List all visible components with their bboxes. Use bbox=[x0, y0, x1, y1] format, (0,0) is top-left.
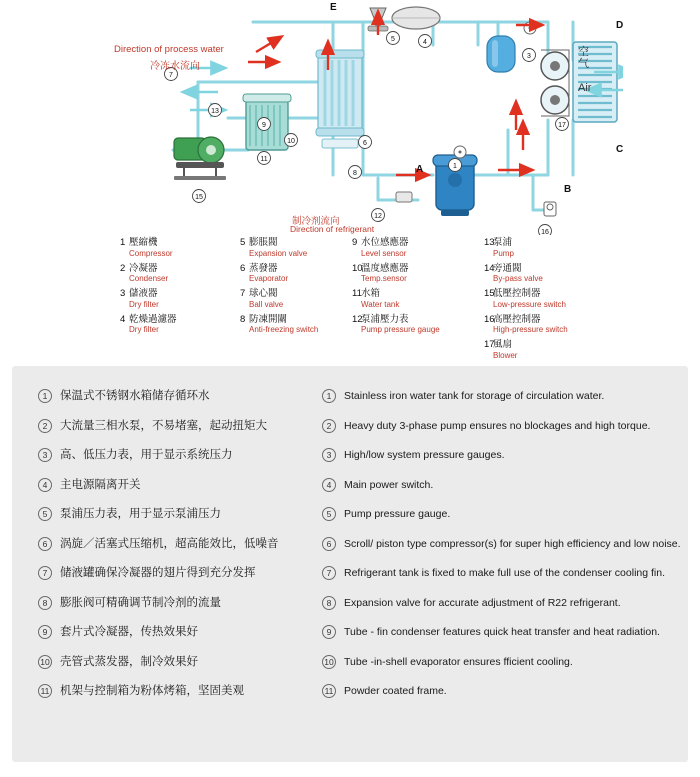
legend-label-cn: 乾燥過濾器 bbox=[129, 313, 177, 325]
svg-text:10: 10 bbox=[287, 138, 295, 145]
legend-item bbox=[484, 238, 568, 259]
legend-item bbox=[484, 340, 568, 361]
legend-number: 7 bbox=[240, 288, 246, 299]
legend-label-cn: 泵浦壓力表 bbox=[361, 313, 409, 325]
feature-item bbox=[322, 447, 682, 464]
feature-text: 主电源隔离开关 bbox=[60, 478, 141, 491]
legend-label-cn: 膨脹閥 bbox=[249, 237, 278, 248]
feature-text: 保温式不锈钢水箱储存循环水 bbox=[60, 390, 210, 402]
feature-text: 壳管式蒸发器，制冷效果好 bbox=[60, 655, 198, 668]
feature-item bbox=[38, 418, 318, 435]
legend-label-cn: 壓縮機 bbox=[129, 237, 158, 248]
dry-filter-component bbox=[392, 7, 440, 29]
process-water-direction-label-cn: 冷冻水流向 bbox=[150, 61, 200, 72]
legend-label-cn: 儲液器 bbox=[129, 288, 158, 299]
legend-item bbox=[120, 289, 177, 310]
air-label-cn: 空气 bbox=[578, 46, 589, 70]
feature-number: 11 bbox=[322, 684, 336, 698]
legend-label-en: Pump pressure gauge bbox=[361, 325, 440, 334]
feature-item bbox=[322, 506, 682, 523]
air-label-en: Air bbox=[578, 82, 592, 94]
feature-number: 2 bbox=[322, 419, 336, 433]
refrigerant-direction-label-cn: 制冷剂流向 bbox=[292, 216, 340, 227]
feature-text: 储液罐确保冷凝器的翅片得到充分发挥 bbox=[60, 567, 256, 579]
legend-label-en: Low-pressure switch bbox=[493, 299, 566, 309]
feature-text: Scroll/ piston type compressor(s) for super high efficiency and low noise. bbox=[344, 537, 681, 550]
legend-label-cn: 旁通閥 bbox=[493, 262, 522, 274]
feature-number: 6 bbox=[322, 537, 336, 551]
feature-item bbox=[322, 388, 682, 405]
legend-label-en: Expansion valve bbox=[249, 248, 308, 258]
svg-text:9: 9 bbox=[262, 122, 266, 129]
svg-text:D: D bbox=[616, 20, 623, 31]
legend-label-cn: 溫度感應器 bbox=[361, 262, 409, 274]
svg-text:15: 15 bbox=[195, 194, 203, 201]
feature-number: 3 bbox=[38, 448, 52, 462]
legend-number: 16 bbox=[484, 313, 495, 325]
feature-text: Pump pressure gauge. bbox=[344, 508, 451, 520]
legend-column-1 bbox=[120, 238, 177, 340]
feature-item bbox=[322, 683, 682, 700]
legend-label-en: High-pressure switch bbox=[493, 325, 568, 334]
refrigerant-receiver bbox=[487, 36, 515, 72]
feature-item bbox=[322, 536, 682, 553]
legend-label-cn: 水位感應器 bbox=[361, 237, 409, 248]
legend-label-cn: 水箱 bbox=[361, 288, 381, 299]
legend-item bbox=[120, 315, 177, 336]
legend-label-en: Water tank bbox=[361, 299, 400, 309]
legend-item bbox=[240, 264, 318, 285]
feature-number: 9 bbox=[322, 625, 336, 639]
feature-text: 泵浦压力表，用于显示泵浦压力 bbox=[60, 508, 221, 520]
feature-number: 4 bbox=[38, 478, 52, 492]
svg-text:3: 3 bbox=[527, 53, 531, 60]
feature-item bbox=[322, 477, 682, 494]
feature-text: Heavy duty 3-phase pump ensures no blockages and high torque. bbox=[344, 419, 651, 432]
feature-item bbox=[38, 477, 318, 494]
schematic-svg bbox=[78, 0, 623, 235]
legend-item bbox=[484, 315, 568, 336]
svg-text:16: 16 bbox=[541, 229, 549, 235]
svg-text:B: B bbox=[564, 184, 572, 195]
feature-number: 8 bbox=[38, 596, 52, 610]
feature-text: 机架与控制箱为粉体烤箱，坚固美观 bbox=[60, 685, 244, 697]
legend-number: 11 bbox=[352, 288, 362, 299]
feature-item bbox=[38, 447, 318, 464]
legend-label-en: Dry filter bbox=[129, 299, 159, 309]
legend-label-en: Anti-freezing switch bbox=[249, 325, 319, 334]
legend-label-cn: 低壓控制器 bbox=[493, 288, 541, 299]
feature-item bbox=[38, 536, 318, 553]
feature-item bbox=[322, 654, 682, 671]
legend-number: 5 bbox=[240, 237, 246, 248]
svg-text:12: 12 bbox=[374, 213, 382, 220]
refrigerant-direction-label-en: Direction of refrigerant bbox=[290, 224, 375, 234]
feature-text: Main power switch. bbox=[344, 478, 434, 491]
feature-text: Expansion valve for accurate adjustment of R22 refrigerant. bbox=[344, 596, 621, 609]
feature-number: 10 bbox=[322, 655, 336, 669]
legend-label-en: Blower bbox=[493, 350, 518, 360]
feature-number: 1 bbox=[322, 389, 336, 403]
feature-item bbox=[38, 624, 318, 641]
feature-item bbox=[38, 654, 318, 671]
feature-item bbox=[322, 565, 682, 582]
feature-text: Refrigerant tank is fixed to make full use of the condenser cooling fin. bbox=[344, 567, 666, 579]
feature-number: 4 bbox=[322, 478, 336, 492]
feature-text: 膨胀阀可精确调节制冷剂的流量 bbox=[60, 596, 221, 609]
feature-text: Powder coated frame. bbox=[344, 685, 447, 697]
legend-item bbox=[240, 315, 318, 336]
svg-text:E: E bbox=[330, 2, 337, 13]
legend-label-en: Ball valve bbox=[249, 299, 284, 309]
legend-label-cn: 泵浦 bbox=[493, 237, 513, 248]
feature-text: Stainless iron water tank for storage of circulation water. bbox=[344, 390, 605, 402]
svg-text:A: A bbox=[416, 164, 424, 175]
legend-number: 14 bbox=[484, 262, 495, 274]
feature-text: Tube - fin condenser features quick heat transfer and heat radiation. bbox=[344, 626, 660, 638]
legend-number: 1 bbox=[120, 237, 126, 248]
pump-component bbox=[174, 137, 226, 180]
svg-text:6: 6 bbox=[363, 140, 367, 147]
svg-text:4: 4 bbox=[423, 39, 427, 46]
feature-item bbox=[322, 624, 682, 641]
legend-column-3 bbox=[352, 238, 440, 340]
svg-text:17: 17 bbox=[558, 122, 566, 129]
feature-text: 套片式冷凝器，传热效果好 bbox=[60, 626, 198, 638]
svg-text:8: 8 bbox=[353, 170, 357, 177]
feature-number: 11 bbox=[38, 684, 52, 698]
legend-number: 12 bbox=[352, 313, 363, 325]
feature-item bbox=[38, 565, 318, 582]
feature-number: 7 bbox=[322, 566, 336, 580]
feature-number: 3 bbox=[322, 448, 336, 462]
legend-label-cn: 蒸發器 bbox=[249, 262, 278, 274]
legend-column-2 bbox=[240, 238, 318, 340]
process-water-direction-label-en: Direction of process water bbox=[114, 44, 224, 55]
legend bbox=[120, 237, 600, 360]
feature-text: 涡旋／活塞式压缩机，超高能效比，低噪音 bbox=[60, 537, 279, 550]
feature-text: 大流量三相水泵，不易堵塞，起动扭矩大 bbox=[60, 419, 267, 432]
svg-text:11: 11 bbox=[260, 156, 268, 163]
feature-item bbox=[38, 506, 318, 523]
legend-number: 9 bbox=[352, 237, 358, 248]
legend-label-en: Condenser bbox=[129, 274, 169, 283]
feature-number: 6 bbox=[38, 537, 52, 551]
legend-number: 6 bbox=[240, 262, 246, 274]
legend-label-cn: 高壓控制器 bbox=[493, 313, 541, 325]
feature-item bbox=[38, 595, 318, 612]
legend-number: 17 bbox=[484, 339, 495, 350]
legend-item bbox=[120, 264, 177, 285]
legend-label-en: Compressor bbox=[129, 248, 173, 258]
legend-item bbox=[352, 315, 440, 336]
feature-number: 2 bbox=[38, 419, 52, 433]
feature-number: 8 bbox=[322, 596, 336, 610]
chiller-schematic-diagram bbox=[0, 0, 700, 360]
legend-item bbox=[240, 238, 318, 259]
legend-label-en: Pump bbox=[493, 248, 514, 258]
legend-number: 13 bbox=[484, 237, 495, 248]
feature-item bbox=[322, 595, 682, 612]
feature-item bbox=[38, 683, 318, 700]
legend-label-en: Temp.sensor bbox=[361, 274, 407, 283]
svg-text:7: 7 bbox=[169, 72, 173, 79]
legend-number: 2 bbox=[120, 262, 126, 274]
legend-label-cn: 球心閥 bbox=[249, 288, 278, 299]
legend-label-cn: 防凍開關 bbox=[249, 313, 288, 325]
legend-item bbox=[352, 289, 440, 310]
feature-number: 5 bbox=[38, 507, 52, 521]
legend-label-en: Dry filter bbox=[129, 325, 159, 334]
svg-text:C: C bbox=[616, 144, 623, 155]
feature-number: 10 bbox=[38, 655, 52, 669]
feature-number: 7 bbox=[38, 566, 52, 580]
legend-label-cn: 風扇 bbox=[493, 339, 513, 350]
legend-item bbox=[240, 289, 318, 310]
feature-text: 高、低压力表，用于显示系统压力 bbox=[60, 449, 233, 461]
legend-column-4 bbox=[484, 238, 568, 366]
legend-number: 4 bbox=[120, 313, 126, 325]
evaporator-component bbox=[316, 50, 364, 148]
svg-text:5: 5 bbox=[391, 36, 395, 43]
legend-number: 3 bbox=[120, 288, 126, 299]
feature-number: 5 bbox=[322, 507, 336, 521]
legend-label-en: Evaporator bbox=[249, 274, 289, 283]
legend-item bbox=[120, 238, 177, 259]
feature-text: High/low system pressure gauges. bbox=[344, 449, 505, 461]
legend-item bbox=[352, 238, 440, 259]
features-list-chinese bbox=[38, 388, 318, 713]
features-list-english bbox=[322, 388, 682, 713]
svg-text:13: 13 bbox=[211, 108, 219, 115]
legend-number: 10 bbox=[352, 262, 363, 274]
features-panel bbox=[12, 366, 688, 762]
feature-text: Tube -in-shell evaporator ensures fficient cooling. bbox=[344, 655, 573, 668]
feature-item bbox=[322, 418, 682, 435]
feature-item bbox=[38, 388, 318, 405]
legend-number: 15 bbox=[484, 288, 495, 299]
legend-item bbox=[484, 289, 568, 310]
feature-number: 1 bbox=[38, 389, 52, 403]
feature-number: 9 bbox=[38, 625, 52, 639]
legend-number: 8 bbox=[240, 313, 246, 325]
svg-text:1: 1 bbox=[453, 163, 457, 170]
legend-label-cn: 冷凝器 bbox=[129, 262, 158, 274]
legend-item bbox=[484, 264, 568, 285]
legend-item bbox=[352, 264, 440, 285]
legend-label-en: Level sensor bbox=[361, 248, 407, 258]
blower-component bbox=[541, 50, 569, 116]
legend-label-en: By-pass valve bbox=[493, 274, 543, 283]
